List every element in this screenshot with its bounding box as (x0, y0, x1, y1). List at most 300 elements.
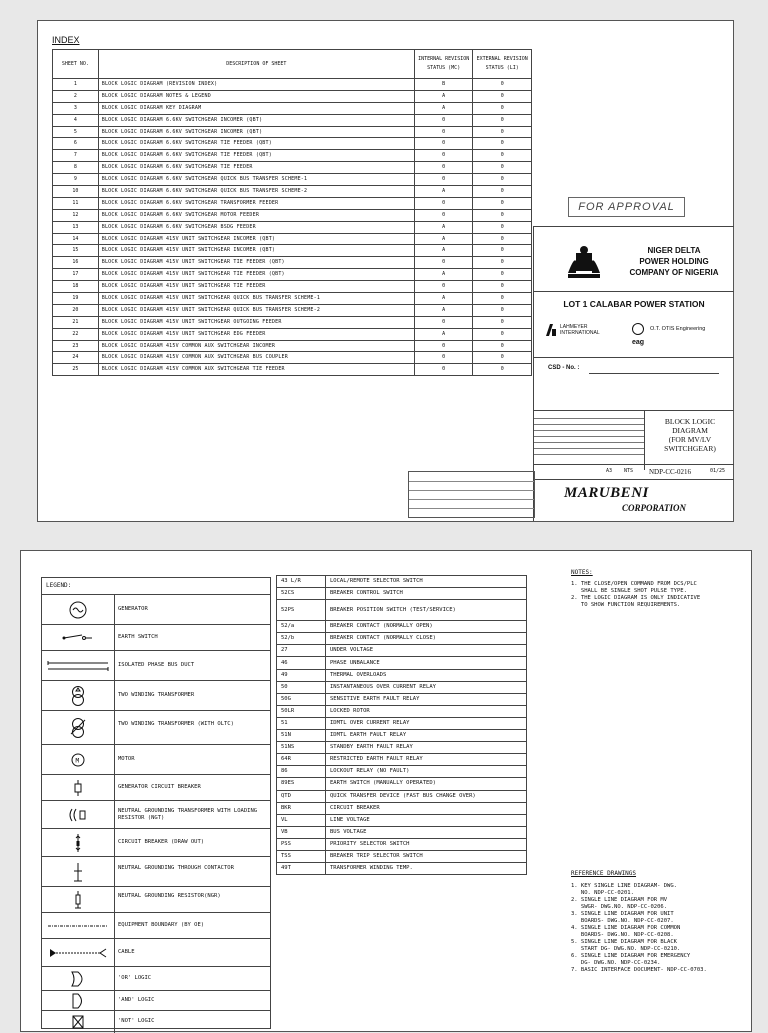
abbreviation-row (277, 717, 527, 729)
divider (534, 464, 734, 465)
index-external-rev: 0 (473, 209, 532, 221)
client-name (624, 245, 724, 278)
legend-item (42, 966, 270, 991)
abbreviation-row (277, 790, 527, 802)
index-row (53, 114, 532, 126)
index-description: BLOCK LOGIC DIAGRAM 415V UNIT SWITCHGEAR TIE FEEDER (QBT) (98, 257, 414, 269)
and-logic-icon (58, 991, 98, 1011)
reference-line: 5. SINGLE LINE DIAGRAM FOR BLACK (571, 939, 677, 945)
abbreviation-description: EARTH SWITCH (MANUALLY OPERATED) (326, 778, 527, 790)
abbreviation-row (277, 814, 527, 826)
drawing-title-line-2: DIAGRAM (672, 426, 708, 435)
bus-duct-icon (46, 656, 110, 676)
index-description: BLOCK LOGIC DIAGRAM 415V COMMON AUX SWITCHGEAR TIE FEEDER (98, 364, 414, 376)
generator-icon (58, 600, 98, 620)
abbreviation-row (277, 778, 527, 790)
legend-symbol (42, 857, 115, 887)
abbreviation-description: BREAKER CONTROL SWITCH (326, 588, 527, 600)
abbreviation-description: CIRCUIT BREAKER (326, 802, 527, 814)
index-row (53, 245, 532, 257)
abbreviation-row (277, 600, 527, 621)
abbreviation-description: THERMAL OVERLOADS (326, 669, 527, 681)
note-line: 1. THE CLOSE/OPEN COMMAND FROM DCS/PLC (571, 581, 697, 587)
csd-label: CSD - No. : (548, 365, 580, 371)
legend-item (42, 624, 270, 651)
niger-delta-logo-icon (564, 243, 604, 283)
abbreviation-code: QTD (277, 790, 326, 802)
legend-item (42, 990, 270, 1011)
index-external-rev: 0 (473, 114, 532, 126)
index-description: BLOCK LOGIC DIAGRAM 6.6KV SWITCHGEAR TIE FEEDER (QBT) (98, 150, 414, 162)
index-sheet-no: 9 (53, 174, 99, 186)
index-internal-rev: 0 (414, 340, 473, 352)
index-external-rev: 0 (473, 174, 532, 186)
csd-number-boxes (589, 367, 719, 374)
index-external-rev: 0 (473, 233, 532, 245)
index-internal-rev: 0 (414, 114, 473, 126)
index-sheet-no: 19 (53, 293, 99, 305)
index-external-rev: 0 (473, 316, 532, 328)
index-sheet-no: 2 (53, 90, 99, 102)
reference-line: DG- DWG.NO. NDP-CC-0234. (571, 960, 661, 966)
index-row (53, 150, 532, 162)
index-external-rev: 0 (473, 221, 532, 233)
index-description: BLOCK LOGIC DIAGRAM 415V COMMON AUX SWITCHGEAR INCOMER (98, 340, 414, 352)
index-internal-rev: 0 (414, 281, 473, 293)
abbreviation-code: 89ES (277, 778, 326, 790)
abbreviation-code: 43 L/R (277, 576, 326, 588)
index-description: BLOCK LOGIC DIAGRAM 415V UNIT SWITCHGEAR INCOMER (QBT) (98, 245, 414, 257)
abbreviation-code: 86 (277, 766, 326, 778)
index-row (53, 79, 532, 91)
abbreviation-code: 49 (277, 669, 326, 681)
legend-symbol (42, 939, 115, 967)
reference-line: 7. BASIC INTERFACE DOCUMENT- NDP-CC-0703. (571, 967, 707, 973)
consultant-line-2: INTERNATIONAL (560, 330, 600, 336)
legend-label: 'NOT' LOGIC (118, 1018, 155, 1024)
index-sheet-no: 11 (53, 197, 99, 209)
index-internal-rev: 0 (414, 197, 473, 209)
notes-title: NOTES: (571, 569, 593, 576)
abbreviation-row (277, 693, 527, 705)
abbreviation-description: INSTANTANEOUS OVER CURRENT RELAY (326, 681, 527, 693)
transformer-icon (58, 686, 98, 706)
abbreviation-row (277, 838, 527, 850)
legend-label: GENERATOR CIRCUIT BREAKER (118, 784, 201, 790)
abbreviation-description: RESTRICTED EARTH FAULT RELAY (326, 754, 527, 766)
abbreviation-code: 52/b (277, 633, 326, 645)
index-description: BLOCK LOGIC DIAGRAM 6.6KV SWITCHGEAR BSDG FEEDER (98, 221, 414, 233)
note-line: TO SHOW FUNCTION REQUIREMENTS. (571, 602, 681, 608)
abbreviation-description: IDMTL OVER CURRENT RELAY (326, 717, 527, 729)
abbreviation-row (277, 681, 527, 693)
index-description: BLOCK LOGIC DIAGRAM KEY DIAGRAM (98, 102, 414, 114)
index-description: BLOCK LOGIC DIAGRAM 6.6KV SWITCHGEAR TRANSFORMER FEEDER (98, 197, 414, 209)
header-external-revision: EXTERNAL REVISION STATUS (LI) (473, 50, 532, 79)
abbreviation-row (277, 588, 527, 600)
index-row (53, 197, 532, 209)
index-row (53, 209, 532, 221)
index-internal-rev: 0 (414, 257, 473, 269)
legend-label: TWO WINDING TRANSFORMER (WITH OLTC) (118, 721, 234, 727)
legend-item (42, 800, 270, 829)
index-external-rev: 0 (473, 162, 532, 174)
index-sheet-no: 13 (53, 221, 99, 233)
index-internal-rev: A (414, 233, 473, 245)
abbreviation-description: TRANSFORMER WINDING TEMP. (326, 863, 527, 875)
legend-item (42, 744, 270, 775)
index-description: BLOCK LOGIC DIAGRAM NOTES & LEGEND (98, 90, 414, 102)
abbreviation-body (277, 576, 527, 875)
index-external-rev: 0 (473, 197, 532, 209)
drawing-scale: NTS (624, 468, 634, 474)
index-sheet-no: 16 (53, 257, 99, 269)
index-row (53, 352, 532, 364)
legend-label: ISOLATED PHASE BUS DUCT (118, 662, 195, 668)
project-title: LOT 1 CALABAR POWER STATION (563, 299, 705, 309)
index-sheet-no: 7 (53, 150, 99, 162)
index-sheet-no: 3 (53, 102, 99, 114)
index-body (53, 79, 532, 376)
breaker-icon (58, 833, 98, 853)
legend-label: TWO WINDING TRANSFORMER (118, 692, 195, 698)
legend-symbol (42, 625, 115, 651)
index-internal-rev: A (414, 90, 473, 102)
otis-logo-icon (632, 323, 644, 335)
abbreviation-description: STANDBY EARTH FAULT RELAY (326, 742, 527, 754)
header-sheet-no: SHEET NO. (53, 50, 99, 79)
reference-line: NO. NDP-CC-0201. (571, 890, 634, 896)
divider (534, 357, 734, 358)
abbreviation-description: IDMTL EARTH FAULT RELAY (326, 730, 527, 742)
index-sheet-no: 10 (53, 186, 99, 198)
abbreviation-description: BREAKER POSITION SWITCH (TEST/SERVICE) (326, 600, 527, 621)
abbreviation-code: 50 (277, 681, 326, 693)
index-sheet-no: 18 (53, 281, 99, 293)
index-row (53, 316, 532, 328)
index-description: BLOCK LOGIC DIAGRAM 415V UNIT SWITCHGEAR QUICK BUS TRANSFER SCHEME-1 (98, 293, 414, 305)
abbreviation-code: VB (277, 826, 326, 838)
index-description: BLOCK LOGIC DIAGRAM 415V UNIT SWITCHGEAR QUICK BUS TRANSFER SCHEME-2 (98, 304, 414, 316)
note-line: SHALL BE SINGLE SHOT PULSE TYPE. (571, 588, 687, 594)
index-description: BLOCK LOGIC DIAGRAM 415V UNIT SWITCHGEAR EDG FEEDER (98, 328, 414, 340)
index-sheet-no: 6 (53, 138, 99, 150)
index-external-rev: 0 (473, 293, 532, 305)
abbreviation-description: QUICK TRANSFER DEVICE (FAST BUS CHANGE OVER) (326, 790, 527, 802)
legend-item (42, 774, 270, 801)
index-external-rev: 0 (473, 281, 532, 293)
index-internal-rev: A (414, 221, 473, 233)
index-sheet-no: 15 (53, 245, 99, 257)
legend-box (41, 577, 271, 1029)
cable-icon (46, 943, 110, 963)
index-internal-rev: 0 (414, 138, 473, 150)
index-row (53, 126, 532, 138)
abbreviation-description: BREAKER CONTACT (NORMALLY CLOSE) (326, 633, 527, 645)
company-subtitle: CORPORATION (622, 503, 687, 513)
reference-line: SWGR- DWG.NO. NDP-CC-0206. (571, 904, 668, 910)
legend-item (42, 1010, 270, 1033)
revision-history-box (408, 471, 535, 518)
drawing-title (646, 417, 734, 453)
abbreviation-code: 49T (277, 863, 326, 875)
index-row (53, 340, 532, 352)
legend-item (42, 856, 270, 887)
legend-title: LEGEND: (46, 582, 72, 589)
lahmeyer-logo-icon (544, 323, 558, 337)
abbreviation-code: 52CS (277, 588, 326, 600)
legend-label: 'AND' LOGIC (118, 997, 155, 1003)
index-description: BLOCK LOGIC DIAGRAM 415V UNIT SWITCHGEAR INCOMER (QBT) (98, 233, 414, 245)
reference-line: 2. SINGLE LINE DIAGRAM FOR MV (571, 897, 668, 903)
index-description: BLOCK LOGIC DIAGRAM 6.6KV SWITCHGEAR QUICK BUS TRANSFER SCHEME-2 (98, 186, 414, 198)
index-internal-rev: A (414, 304, 473, 316)
contactor-icon (58, 862, 98, 882)
index-external-rev: 0 (473, 138, 532, 150)
index-external-rev: 0 (473, 269, 532, 281)
index-row (53, 293, 532, 305)
abbreviation-description: LOCAL/REMOTE SELECTOR SWITCH (326, 576, 527, 588)
index-description: BLOCK LOGIC DIAGRAM 6.6KV SWITCHGEAR INCOMER (QBT) (98, 114, 414, 126)
abbreviation-code: 50LR (277, 705, 326, 717)
index-internal-rev: A (414, 245, 473, 257)
index-sheet-no: 25 (53, 364, 99, 376)
index-sheet-no: 24 (53, 352, 99, 364)
legend-label: NEUTRAL GROUNDING RESISTOR(NGR) (118, 893, 221, 899)
divider (534, 479, 734, 480)
index-internal-rev: 0 (414, 162, 473, 174)
abbreviation-description: SENSITIVE EARTH FAULT RELAY (326, 693, 527, 705)
index-internal-rev: 0 (414, 352, 473, 364)
legend-symbol (42, 745, 115, 775)
index-external-rev: 0 (473, 364, 532, 376)
index-sheet-no: 4 (53, 114, 99, 126)
ngt-icon (58, 805, 98, 825)
reference-line: 6. SINGLE LINE DIAGRAM FOR EMERGENCY (571, 953, 691, 959)
consultant-name (560, 324, 600, 336)
abbreviation-row (277, 850, 527, 862)
index-external-rev: 0 (473, 352, 532, 364)
index-external-rev: 0 (473, 328, 532, 340)
legend-item (42, 680, 270, 711)
abbreviation-row (277, 730, 527, 742)
index-row (53, 364, 532, 376)
abbreviation-description: LOCKOUT RELAY (NO FAULT) (326, 766, 527, 778)
index-row (53, 304, 532, 316)
abbreviation-code: 27 (277, 645, 326, 657)
note-line: 2. THE LOGIC DIAGRAM IS ONLY INDICATIVE (571, 595, 701, 601)
legend-label: CABLE (118, 949, 135, 955)
abbreviation-row (277, 705, 527, 717)
abbreviation-code: 51N (277, 730, 326, 742)
abbreviation-code: PSS (277, 838, 326, 850)
index-external-rev: 0 (473, 340, 532, 352)
or-logic-icon (58, 969, 98, 989)
index-description: BLOCK LOGIC DIAGRAM 6.6KV SWITCHGEAR INCOMER (QBT) (98, 126, 414, 138)
motor-icon (58, 750, 98, 770)
ngr-icon (58, 890, 98, 910)
client-line-1: NIGER DELTA (647, 246, 701, 255)
svg-text:M: M (75, 757, 80, 765)
reference-line: 1. KEY SINGLE LINE DIAGRAM- DWG. (571, 883, 677, 889)
index-external-rev: 0 (473, 150, 532, 162)
legend-label: EQUIPMENT BOUNDARY (BY OE) (118, 922, 205, 928)
index-row (53, 90, 532, 102)
index-sheet-no: 21 (53, 316, 99, 328)
index-internal-rev: A (414, 186, 473, 198)
legend-label: CIRCUIT BREAKER (DRAW OUT) (118, 839, 205, 845)
index-description: BLOCK LOGIC DIAGRAM 415V COMMON AUX SWITCHGEAR BUS COUPLER (98, 352, 414, 364)
header-description: DESCRIPTION OF SHEET (98, 50, 414, 79)
abbreviation-description: BREAKER CONTACT (NORMALLY OPEN) (326, 621, 527, 633)
index-external-rev: 0 (473, 186, 532, 198)
index-internal-rev: A (414, 102, 473, 114)
legend-symbol (42, 967, 115, 991)
index-description: BLOCK LOGIC DIAGRAM 415V UNIT SWITCHGEAR TIE FEEDER (98, 281, 414, 293)
index-sheet-no: 20 (53, 304, 99, 316)
index-description: BLOCK LOGIC DIAGRAM (REVISION INDEX) (98, 79, 414, 91)
index-sheet (37, 20, 734, 522)
title-block (533, 226, 734, 521)
legend-symbol (42, 887, 115, 913)
abbreviation-row (277, 657, 527, 669)
abbreviation-code: 51 (277, 717, 326, 729)
index-external-rev: 0 (473, 102, 532, 114)
legend-item (42, 594, 270, 625)
reference-title: REFERENCE DRAWINGS (571, 870, 637, 877)
abbreviation-code: 50G (277, 693, 326, 705)
abbreviation-code: 52PS (277, 600, 326, 621)
legend-item (42, 938, 270, 967)
index-description: BLOCK LOGIC DIAGRAM 6.6KV SWITCHGEAR TIE FEEDER (QBT) (98, 138, 414, 150)
index-row (53, 233, 532, 245)
index-sheet-no: 23 (53, 340, 99, 352)
divider (534, 410, 734, 411)
legend-item (42, 828, 270, 857)
reference-line: BOARDS- DWG.NO. NDP-CC-0208. (571, 932, 674, 938)
reference-line: 4. SINGLE LINE DIAGRAM FOR COMMON (571, 925, 681, 931)
index-description: BLOCK LOGIC DIAGRAM 6.6KV SWITCHGEAR QUICK BUS TRANSFER SCHEME-1 (98, 174, 414, 186)
drawing-size: A3 (606, 468, 613, 474)
abbreviation-row (277, 645, 527, 657)
header-internal-revision: INTERNAL REVISION STATUS (MC) (414, 50, 473, 79)
index-description: BLOCK LOGIC DIAGRAM 6.6KV SWITCHGEAR MOTOR FEEDER (98, 209, 414, 221)
transformer-oltc-icon (58, 718, 98, 738)
eag-logo: eag (632, 339, 645, 346)
divider (644, 410, 645, 470)
index-internal-rev: A (414, 293, 473, 305)
index-sheet-no: 22 (53, 328, 99, 340)
index-external-rev: 0 (473, 90, 532, 102)
abbreviation-code: 51NS (277, 742, 326, 754)
index-internal-rev: 0 (414, 174, 473, 186)
index-sheet-no: 1 (53, 79, 99, 91)
legend-symbol (42, 711, 115, 745)
legend-item (42, 886, 270, 913)
abbreviation-row (277, 576, 527, 588)
abbreviation-row (277, 826, 527, 838)
legend-symbol (42, 801, 115, 829)
drawing-number: NDP-CC-0216 (649, 468, 692, 476)
index-external-rev: 0 (473, 126, 532, 138)
abbreviation-table (276, 575, 527, 875)
legend-label: 'OR' LOGIC (118, 975, 152, 981)
index-external-rev: 0 (473, 245, 532, 257)
drawing-title-line-3: (FOR MV/LV (668, 435, 712, 444)
index-external-rev: 0 (473, 79, 532, 91)
divider (534, 291, 734, 292)
index-sheet-no: 14 (53, 233, 99, 245)
index-internal-rev: A (414, 269, 473, 281)
drawing-title-line-4: SWITCHGEAR) (664, 444, 716, 453)
legend-symbol (42, 681, 115, 711)
index-description: BLOCK LOGIC DIAGRAM 415V UNIT SWITCHGEAR OUTGOING FEEDER (98, 316, 414, 328)
for-approval-stamp: FOR APPROVAL (568, 197, 685, 217)
legend-symbol (42, 829, 115, 857)
abbreviation-code: TSS (277, 850, 326, 862)
legend-item (42, 710, 270, 745)
drawing-title-line-1: BLOCK LOGIC (664, 417, 716, 426)
abbreviation-row (277, 802, 527, 814)
not-logic-icon (58, 1012, 98, 1032)
index-internal-rev: 0 (414, 316, 473, 328)
index-description: BLOCK LOGIC DIAGRAM 415V UNIT SWITCHGEAR TIE FEEDER (QBT) (98, 269, 414, 281)
company-name: MARUBENI (564, 485, 649, 501)
index-internal-rev: A (414, 328, 473, 340)
index-internal-rev: 0 (414, 150, 473, 162)
abbreviation-code: 46 (277, 657, 326, 669)
legend-label: NEUTRAL GROUNDING TRANSFORMER WITH LOADING RESISTOR (NGT) (118, 808, 258, 821)
index-row (53, 174, 532, 186)
abbreviation-description: LINE VOLTAGE (326, 814, 527, 826)
abbreviation-row (277, 633, 527, 645)
abbreviation-description: PRIORITY SELECTOR SWITCH (326, 838, 527, 850)
boundary-icon (46, 916, 110, 936)
index-row (53, 186, 532, 198)
index-row (53, 281, 532, 293)
legend-label: GENERATOR (118, 606, 148, 612)
abbreviation-row (277, 669, 527, 681)
index-sheet-no: 8 (53, 162, 99, 174)
index-sheet-no: 17 (53, 269, 99, 281)
revision-grid (534, 412, 644, 462)
legend-symbol (42, 1011, 115, 1033)
consultant-line-1: LAHMEYER (560, 324, 588, 330)
abbreviation-row (277, 621, 527, 633)
index-internal-rev: 0 (414, 209, 473, 221)
abbreviation-description: BUS VOLTAGE (326, 826, 527, 838)
gcb-icon (58, 778, 98, 798)
client-line-3: COMPANY OF NIGERIA (629, 268, 719, 277)
legend-item (42, 650, 270, 681)
legend-symbol (42, 991, 115, 1011)
index-sheet-no: 5 (53, 126, 99, 138)
index-internal-rev: 0 (414, 126, 473, 138)
reference-line: BOARDS- DWG.NO. NDP-CC-0207. (571, 918, 674, 924)
abbreviation-row (277, 754, 527, 766)
abbreviation-code: 64R (277, 754, 326, 766)
abbreviation-code: 52/a (277, 621, 326, 633)
legend-symbol (42, 775, 115, 801)
index-sheet-no: 12 (53, 209, 99, 221)
index-row (53, 257, 532, 269)
legend-symbol (42, 595, 115, 625)
legend-label: MOTOR (118, 756, 135, 762)
abbreviation-description: UNDER VOLTAGE (326, 645, 527, 657)
abbreviation-description: BREAKER TRIP SELECTOR SWITCH (326, 850, 527, 862)
index-external-rev: 0 (473, 304, 532, 316)
reference-line: 3. SINGLE LINE DIAGRAM FOR UNIT (571, 911, 674, 917)
